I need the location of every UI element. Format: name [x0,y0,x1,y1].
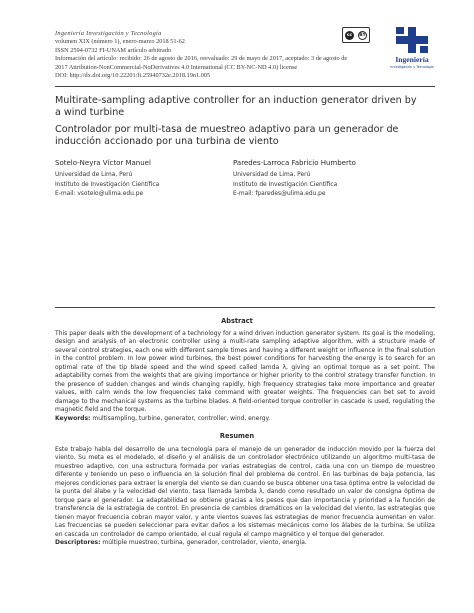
keywords-label: Keywords: [55,414,91,422]
author-institute: Instituto de Investigación Científica [233,181,338,188]
doi-link[interactable]: DOI: http://dx.doi.org/10.22201/fi.25940732e.2018.19n1.005 [55,72,211,80]
issn-info: ISSN 2594-0732 FI-UNAM artículo arbitrado [55,46,172,54]
logo-title: Ingeniería [395,55,429,64]
author-institute: Instituto de Investigación Científica [55,181,160,188]
resumen-text: Este trabajo habla del desarrollo de una tecnología para el manejo de un generador de inducción movido por la fuerza del viento. Su meta es el modelado, el diseño y el análisis de un controlador electrónico utilizando un algoritmo multi-tasa de muestreo adaptivo, con una estructura formada por varias estrategias de control, cada una con un tiempo de muestreo diferente y teniendo un peso o influencia en la solución final del problema de control. En las turbinas de baja potencia, las mejores condiciones para extraer la energía del viento se dan cuando se busca obtener una tasa óptima entre la velocidad de la punta del álabe y la velocidad del viento, tasa llamada lambda λ, dando como resultado un valor de consigna óptima de torque para el generador. La adaptabilidad se obtiene gracias a los pesos que dan importancia y prioridad a la función de transferencia de la estrategia de control. En presencia de cambios dramáticos en la velocidad del viento, las estrategias que tienen mayor frecuencia cobran mayor valor, y ante vientos suaves las estrategias de menor frecuencia aumentan en valor. Las frecuencias se pueden seleccionar para evitar daños a los sistemas mecánicos como los álabes de la turbina. Se utiliza en cascada un controlador de campo orientado, el cual regula el campo magnético y el torque del generador. [55,446,435,538]
descriptores-label: Descriptores: [55,538,101,546]
article-history: Información del artículo: recibido: 26 de agosto de 2016, reevaluado: 29 de mayo de 2017, aceptado: 3 de agosto de 2017 Attribution-NonCommercial-NoDerivatives 4.0 International (CC BY-NC-ND 4.0) license [55,55,348,71]
title-spanish: Controlador por multi-tasa de muestreo adaptivo para un generador de inducción accionado por una turbina de viento [55,124,399,147]
journal-logo [390,27,434,69]
abstract-heading: Abstract [221,317,253,325]
header-divider [55,86,435,87]
author-1 [55,159,245,200]
author-university: Universidad de Lima, Perú [55,172,133,178]
author-name: Sotelo-Neyra Víctor Manuel [55,159,151,167]
logo-subtitle: Investigación y Tecnología [390,65,434,69]
journal-name: Ingeniería Investigación y Tecnología [55,30,162,37]
abstract-text: This paper deals with the development of a technology for a wind driven induction generator system. Its goal is the modeling, design and analysis of an electronic controller using a multi-rate sampling adaptive algorithm, with a structure made of several control strategies, each one with different sample times and having a different weight or influence in the final solution in the control problem. In low power wind turbines, the best power conditions for harvesting the energy is to search for an optimal rate of the tip blade speed and the wind speed called lamda λ, giving an optimal torque as a set point. The adaptability comes from the weights that are giving importance or higher priority to the control strategy transfer function. In the presence of sudden changes and winds changing rapidly, high frequency strategies take more importance and greater values, with calm winds the low frequencies take command with greater weights. The frequencies can bet set to avoid damage to the mechanical systems as the turbine blades. A field-oriented torque controller in cascade is used, regulating the magnetic field and the torque. [55,330,435,414]
logo-cross-icon [394,27,430,53]
cc-license-badge[interactable] [342,27,370,43]
article-metadata [55,30,355,80]
abstract-body [55,330,435,423]
resumen-heading: Resumen [219,432,255,440]
cc-icon: cc [346,32,353,38]
author-name: Paredes-Larroca Fabricio Humberto [233,159,356,167]
attribution-icon: BY [359,32,366,38]
author-university: Universidad de Lima, Perú [233,172,311,178]
descriptores-list: múltiple muestreo, turbina, generador, controlador, viento, energía. [102,538,307,546]
resumen-body [55,446,435,547]
author-email[interactable]: E-mail: fparedes@ulima.edu.pe [233,191,326,197]
keywords-list: multisampling, turbine, generator, controller, wind, energy. [92,414,271,422]
volume-info: volumen XIX (número 1), enero-marzo 2018 51-62 [55,38,185,46]
author-email[interactable]: E-mail: vsotelo@ulima.edu.pe [55,191,144,197]
abstract-divider [55,307,435,308]
title-english: Multirate-sampling adaptive controller for an induction generator driven by a wind turbine [55,95,417,118]
author-2 [233,159,423,200]
